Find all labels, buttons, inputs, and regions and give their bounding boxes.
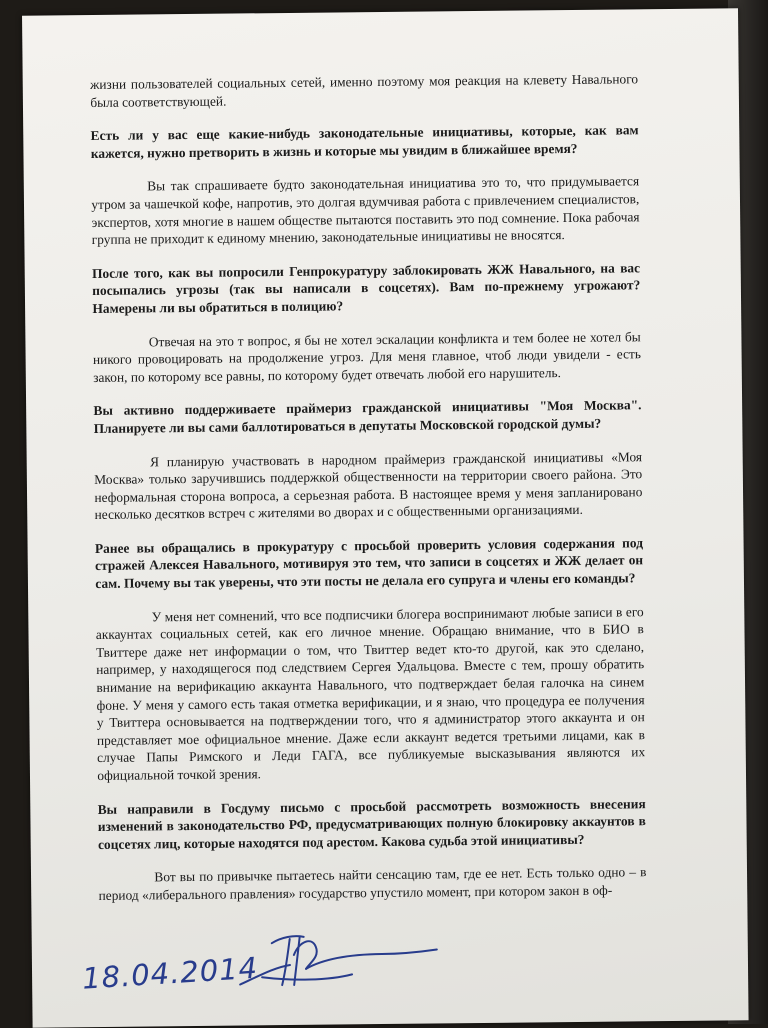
signature-scribble bbox=[232, 927, 443, 999]
paragraph: жизни пользователей социальных сетей, именно поэтому моя реакция на клевету Навального была соответствующей. bbox=[90, 71, 639, 110]
answer-paragraph: Я планирую участвовать в народном праймериз гражданской инициативы «Моя Москва» только заручившись поддержкой общественности на территории своего района. Это неформальная сторона вопроса, а серьезная работа. В настоящее время у меня запланировано несколько десятков встреч с жителями во дворах и с общественными организациями. bbox=[94, 448, 643, 523]
document-body bbox=[90, 70, 647, 920]
handwritten-signature bbox=[82, 927, 443, 1011]
question: Ранее вы обращались в прокуратуру с просьбой проверить условия содержания под стражей Алексея Навального, мотивируя это тем, что записи в соцсетях и ЖЖ делает он сам. Почему вы так уверены, что эти посты не делала его супруга и члены его команды? bbox=[94, 535, 644, 592]
answer-paragraph: Вы так спрашиваете будто законодательная инициатива это то, что придумывается утром за чашечкой кофе, напротив, это долгая вдумчивая работа с привлечением специалистов, экспертов, хотя многие в нашем обществе пытаются поставить это под сомнение. Пока рабочая группа не приходит к единому мнению, законодательные инициативы не вносятся. bbox=[91, 173, 640, 248]
answer-paragraph: Вот вы по привычке пытаетесь найти сенсацию там, где ее нет. Есть только одно – в период «либерального правления» государство упустило момент, при котором закон в оф- bbox=[98, 864, 647, 903]
answer-paragraph: Отвечая на это т вопрос, я бы не хотел эскалации конфликта и тем более не хотел бы никого провоцировать на продолжение угроз. Для меня главное, чтоб люди увидели - есть закон, по которому все равны, по которому будет отвечать любой его нарушитель. bbox=[92, 328, 642, 385]
question: После того, как вы попросили Генпрокуратуру заблокировать ЖЖ Навального, на вас посыпались угрозы (так вы написали в соцсетях). Вам по-прежнему угрожают? Намерены ли вы обратиться в полицию? bbox=[91, 260, 641, 316]
signature-date: 18.04.2014 bbox=[81, 950, 259, 996]
question: Есть ли у вас еще какие-нибудь законодательные инициативы, которые, как вам кажется, нужно претворить в жизнь и которые мы увидим в ближайшее время? bbox=[90, 122, 639, 161]
question: Вы направили в Госдуму письмо с просьбой рассмотреть возможность внесения изменений в законодательство РФ, предусматривающих полную блокировку аккаунтов в соцсетях лиц, которые находятся под арестом. Какова судьба этой инициативы? bbox=[97, 795, 646, 852]
question: Вы активно поддерживаете праймериз гражданской инициативы "Моя Москва". Планируете ли вы сами баллотироваться в депутаты Московской городской думы? bbox=[93, 397, 642, 436]
answer-paragraph: У меня нет сомнений, что все подписчики блогера воспринимают любые записи в его аккаунтах социальных сетей, как его личное мнение. Обращаю внимание, что в БИО в Твиттере даже нет информации о том, что Твиттер ведет кто-то другой, как это сделано, например, у находящегося под следствием Сергея Удальцова. Вместе с тем, прошу обратить внимание на верификацию аккаунта Навального, что подтверждает белая галочка на синем фоне. У меня у самого есть такая отметка верификации, и я знаю, что процедура ее получения у Твиттера основывается на подтверждении того, что я администратор этого аккаунта и он представляет мое официальное мнение. Даже если аккаунт ведется третьими лицами, как в случае Папы Римского и Леди ГАГА, все публикуемые высказывания являются их официальной точкой зрения. bbox=[95, 603, 646, 783]
